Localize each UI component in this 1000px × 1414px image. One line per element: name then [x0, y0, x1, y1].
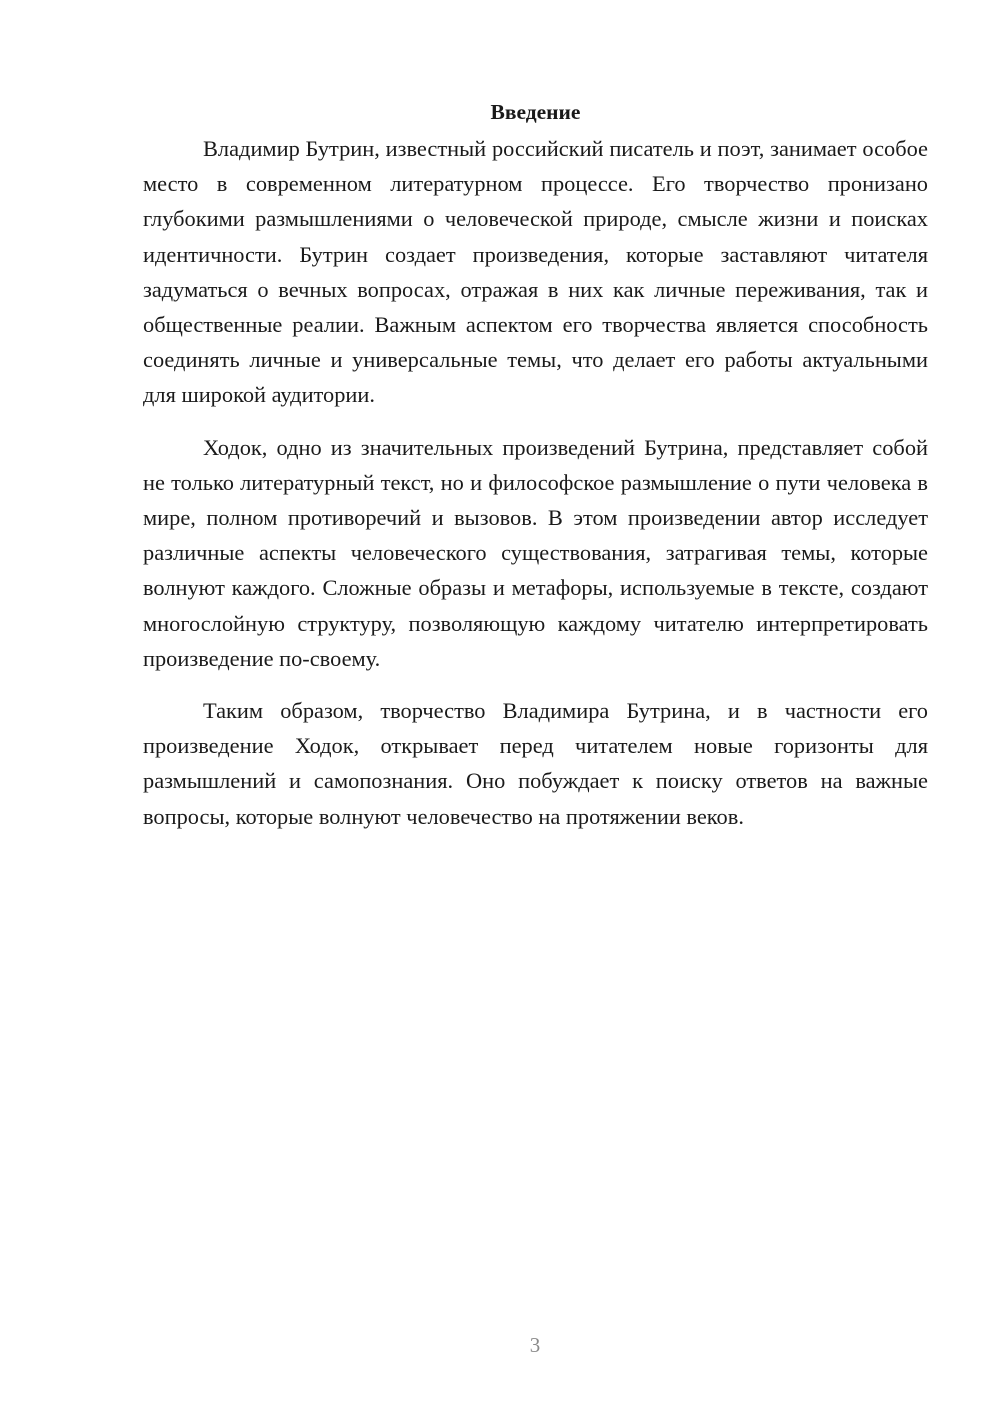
paragraph-intro: Владимир Бутрин, известный российский писатель и поэт, занимает особое место в современном литературном процессе. Его творчество пронизано глубокими размышлениями о человеческой природе, смысле жизни и поисках идентичности. Бутрин создает произведения, которые заставляют читателя задуматься о вечных вопросах, отражая в них как личные переживания, так и общественные реалии. Важным аспектом его творчества является способность соединять личные и универсальные темы, что делает его работы актуальными для широкой аудитории. [143, 136, 928, 408]
paragraph-khodok: Ходок, одно из значительных произведений Бутрина, представляет собой не только литературный текст, но и философское размышление о пути человека в мире, полном противоречий и вызовов. В этом произведении автор исследует различные аспекты человеческого существования, затрагивая темы, которые волнуют каждого. Сложные образы и метафоры, используемые в тексте, создают многослойную структуру, позволяющую каждому читателю интерпретировать произведение по-своему. [143, 434, 928, 671]
page-number: 3 [529, 1333, 541, 1357]
document-body [143, 96, 928, 834]
section-title: Введение [490, 100, 581, 124]
paragraph-conclusion: Таким образом, творчество Владимира Бутрина, и в частности его произведение Ходок, открывает перед читателем новые горизонты для размышлений и самопознания. Оно побуждает к поиску ответов на важные вопросы, которые волнуют человечество на протяжении веков. [143, 698, 928, 829]
